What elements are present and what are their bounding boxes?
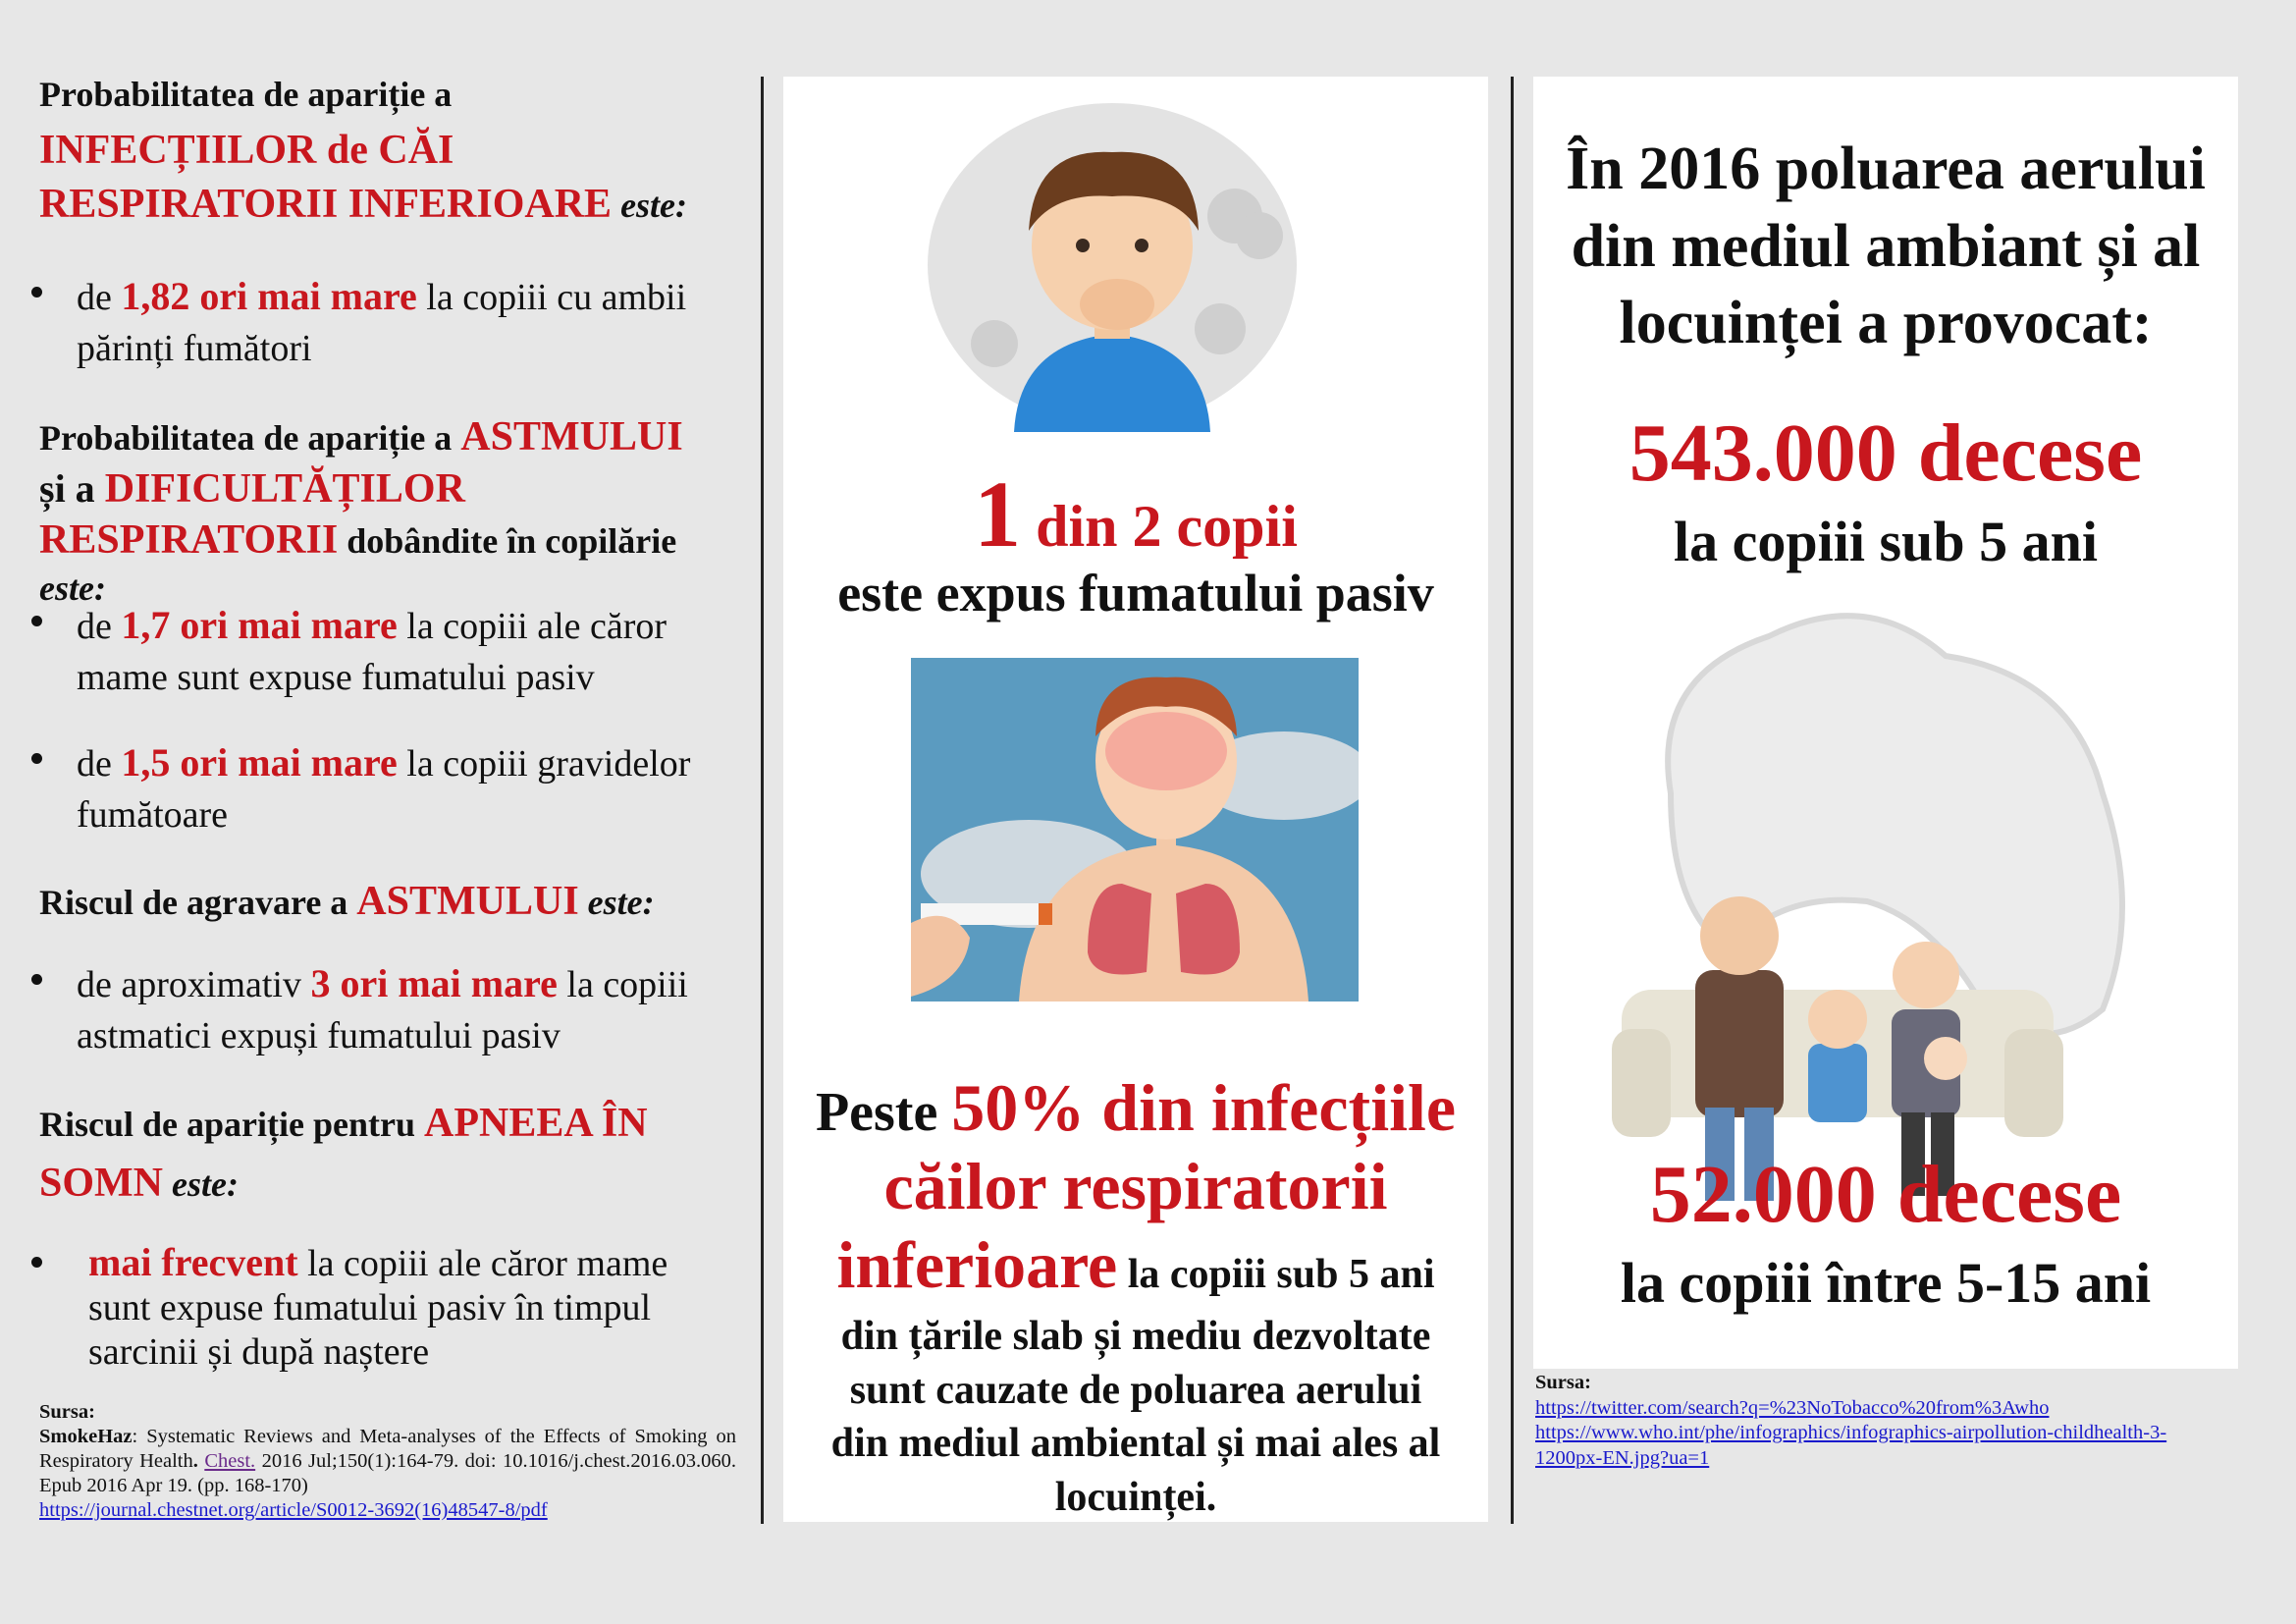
eye: [1135, 239, 1148, 252]
stat-subtitle: este expus fumatului pasiv: [837, 564, 1434, 623]
infections-statement: [783, 1068, 1488, 1305]
source-link[interactable]: https://journal.chestnet.org/article/S0012-3692(16)48547-8/pdf: [39, 1499, 548, 1521]
text: de: [77, 606, 122, 647]
statement-line: [783, 1225, 1488, 1304]
left-column: [31, 73, 736, 1545]
source-link[interactable]: 1200px-EN.jpg?ua=1: [1535, 1446, 1710, 1469]
heading-highlight: DIFICULTĂȚILOR: [104, 465, 465, 512]
smoke-cloud: [1195, 303, 1246, 354]
baby: [1924, 1037, 1967, 1080]
bullet-dot: [31, 1257, 42, 1268]
father-body: [1695, 970, 1784, 1117]
list-item-text: [77, 735, 764, 841]
source-citation: [39, 1400, 736, 1523]
text: astmatici expuși fumatului pasiv: [77, 1015, 561, 1057]
lungs-cigarette-illustration: [911, 658, 1359, 1001]
text: la copiii ale căror: [397, 606, 667, 647]
heading-highlight: APNEEA ÎN: [424, 1101, 648, 1146]
bullet-dot: [31, 287, 42, 298]
text: la copiii: [557, 964, 688, 1005]
infections-statement-rest: [783, 1310, 1488, 1524]
stat-number: 1: [974, 461, 1022, 567]
column-divider: [761, 77, 764, 1524]
middle-column: [783, 77, 1488, 1522]
text: de: [77, 743, 122, 785]
heading-line: [39, 463, 746, 515]
heading-line: [39, 411, 746, 463]
statement-text: din mediul ambiental și mai ales al: [830, 1421, 1441, 1467]
heading-text: dobândite în copilărie: [338, 521, 677, 561]
heading-highlight: SOMN: [39, 1160, 163, 1206]
asthma-infection-heading: [39, 73, 746, 230]
highlight: 1,5 ori mai mare: [121, 740, 398, 785]
bullet-dot: [31, 616, 42, 626]
text: de: [77, 277, 122, 318]
heading-text: Riscul de agravare a: [39, 883, 357, 922]
text: fumătoare: [77, 794, 229, 837]
heading-text: și a: [39, 465, 105, 511]
father-head: [1700, 896, 1779, 975]
asthma-worsening-heading: [39, 876, 746, 928]
text: sarcinii și după naștere: [88, 1330, 430, 1373]
deaths-under-5-number: 543.000 decese: [1629, 407, 2143, 499]
highlight: 1,82 ori mai mare: [121, 274, 417, 318]
smoke-cloud: [971, 320, 1018, 367]
stat-exposure: [783, 460, 1488, 568]
column-divider: [1511, 77, 1514, 1524]
fever-blush: [1105, 712, 1227, 790]
list-item-text: [77, 269, 764, 375]
text: mame sunt expuse fumatului pasiv: [77, 657, 595, 699]
mother-head: [1893, 942, 1959, 1008]
source-text: 2016 Jul;150(1):164-79. doi: 10.1016/j.chest.2016.03.060. Epub 2016 Apr 19. (pp. 168-170): [39, 1450, 736, 1496]
text: de aproximativ: [77, 964, 311, 1005]
text: sunt expuse fumatului pasiv în timpul: [88, 1286, 652, 1328]
heading-highlight: RESPIRATORII: [39, 517, 339, 563]
source-link[interactable]: https://twitter.com/search?q=%23NoTobacco%20from%3Awho: [1535, 1396, 2050, 1419]
heading-text: este:: [39, 568, 106, 608]
family-smoke-illustration: [1612, 597, 2162, 1206]
hand: [1080, 279, 1154, 330]
asthma-heading: [39, 411, 746, 611]
heading-text: este:: [620, 185, 688, 225]
heading-line: [39, 1154, 746, 1214]
highlight: 1,7 ori mai mare: [121, 603, 398, 647]
stat-text: din 2 copii: [1021, 494, 1298, 559]
heading-highlight: RESPIRATORII INFERIOARE: [39, 181, 613, 227]
list-item-text: [77, 956, 764, 1062]
couch-arm: [1612, 1029, 1671, 1137]
heading-highlight: INFECȚIILOR de CĂI: [39, 128, 454, 173]
statement-text: la copiii sub 5 ani: [1117, 1252, 1435, 1298]
couch-arm: [2004, 1029, 2063, 1137]
bullet-dot: [31, 753, 42, 764]
text: la copiii cu ambii: [416, 277, 687, 318]
source-text: : Systematic Reviews and Meta-analyses of the Effects of Smoking on Respiratory Health: [39, 1426, 736, 1472]
text: părinți fumători: [77, 328, 312, 370]
heading-highlight: ASTMULUI: [460, 414, 683, 460]
source-title: SmokeHaz: [39, 1426, 133, 1447]
right-column: [1533, 77, 2238, 1369]
text: la copiii gravidelor: [397, 743, 691, 785]
heading-line: [39, 179, 746, 231]
highlight: mai frecvent: [88, 1240, 298, 1284]
heading-line: [39, 1094, 746, 1154]
pollution-heading: [1533, 131, 2238, 362]
deaths-5-15-label: la copiii între 5-15 ani: [1620, 1251, 2152, 1315]
statement-text: locuinței.: [1054, 1474, 1217, 1520]
heading-line: [39, 514, 746, 567]
heading-line: locuinței a provocat:: [1619, 290, 2153, 357]
heading-text: este:: [163, 1164, 239, 1204]
list-item-text: [88, 1239, 775, 1374]
heading-text: Riscul de apariție pentru: [39, 1105, 424, 1144]
right-source-citation: [1535, 1371, 2242, 1472]
deaths-5-15-number: 52.000 decese: [1649, 1149, 2122, 1240]
heading-text: este:: [578, 883, 655, 922]
source-label: Sursa:: [39, 1401, 95, 1423]
highlight: 3 ori mai mare: [310, 961, 558, 1005]
statement-text: sunt cauzate de poluarea aerului: [849, 1367, 1422, 1413]
source-text: .: [192, 1450, 205, 1472]
heading-text: Probabilitatea de apariție a: [39, 75, 453, 114]
statement-text: din țările slab și mediu dezvoltate: [840, 1314, 1431, 1359]
apnea-heading: [39, 1094, 746, 1214]
heading-highlight: ASTMULUI: [356, 879, 579, 924]
statement-text: Peste: [815, 1082, 952, 1143]
statement-highlight: căilor respiratorii: [883, 1149, 1388, 1224]
heading-text: Probabilitatea de apariție a: [39, 418, 461, 458]
statement-highlight: inferioare: [836, 1227, 1118, 1303]
child-body: [1808, 1044, 1867, 1122]
text: la copiii ale căror mame: [297, 1243, 668, 1284]
eye: [1076, 239, 1090, 252]
heading-line: În 2016 poluarea aerului: [1566, 135, 2206, 202]
source-link[interactable]: https://www.who.int/phe/infographics/infographics-airpollution-childhealth-3-: [1535, 1422, 2167, 1444]
smoke-cloud: [1236, 212, 1283, 259]
bullet-dot: [31, 974, 42, 985]
statement-line: [783, 1068, 1488, 1147]
cigarette-tip: [1039, 903, 1052, 925]
journal-link[interactable]: Chest.: [204, 1450, 256, 1472]
list-item-text: [77, 598, 764, 704]
source-label: Sursa:: [1535, 1372, 1591, 1393]
boy-smoke-illustration: [926, 98, 1299, 432]
heading-line: din mediul ambiant și al: [1571, 212, 2201, 280]
statement-highlight: 50% din infecțiile: [951, 1070, 1457, 1145]
child-head: [1808, 990, 1867, 1049]
deaths-under-5-label: la copiii sub 5 ani: [1674, 510, 2098, 573]
